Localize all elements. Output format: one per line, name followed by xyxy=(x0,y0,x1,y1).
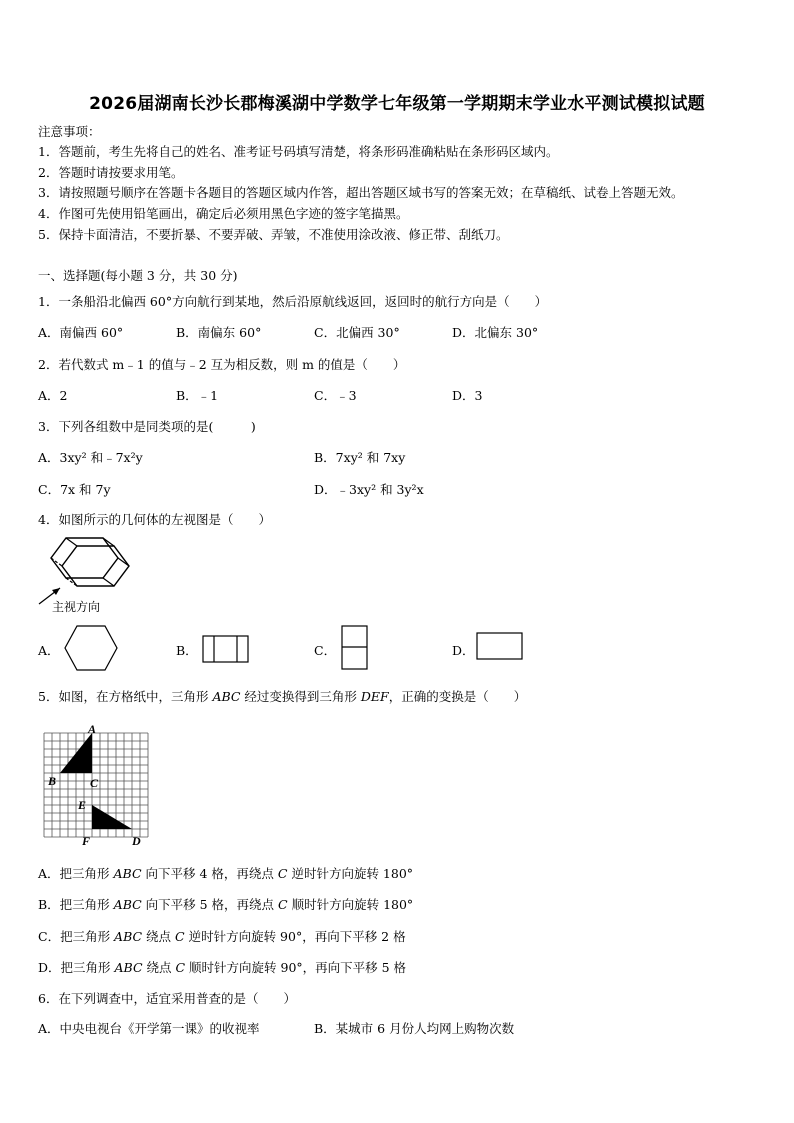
q3-option-a: A．3xy² 和﹣7x²y xyxy=(38,450,143,465)
q4-option-a-label: A． xyxy=(38,643,60,658)
label-d: D xyxy=(132,834,141,848)
q3-option-c: C．7x 和 7y xyxy=(38,482,111,497)
q1-option-d: D．北偏东 30° xyxy=(452,325,539,340)
q3-option-b: B．7xy² 和 7xy xyxy=(314,450,406,465)
notice-item: 2．答题时请按要求用笔。 xyxy=(38,165,184,180)
rectangle-view xyxy=(476,632,524,662)
label-a: A xyxy=(88,723,97,736)
question-2-stem: 2．若代数式 m﹣1 的值与﹣2 互为相反数，则 m 的值是（ ） xyxy=(38,357,406,372)
three-rectangle-view xyxy=(202,635,250,665)
q1-option-c: C．北偏西 30° xyxy=(314,325,400,340)
q4-option-b-label: B． xyxy=(176,643,198,658)
notice-item: 1．答题前，考生先将自己的姓名、准考证号码填写清楚，将条形码准确粘贴在条形码区域内。 xyxy=(38,144,559,159)
label-b: B xyxy=(48,774,57,788)
notice-item: 4．作图可先使用铅笔画出，确定后必须用黑色字迹的签字笔描黑。 xyxy=(38,206,409,221)
q5-option-d: D．把三角形 ABC 绕点 C 顺时针方向旋转 90°，再向下平移 5 格 xyxy=(38,960,407,975)
view-direction-caption: 主视方向 xyxy=(52,600,101,614)
notice-heading: 注意事项： xyxy=(38,124,101,139)
question-3-stem: 3．下列各组数中是同类项的是( ) xyxy=(38,419,256,434)
notice-item: 3．请按照题号顺序在答题卡各题目的答题区域内作答，超出答题区域书写的答案无效；在草稿纸、试卷上答题无效。 xyxy=(38,185,684,200)
q1-option-a: A．南偏西 60° xyxy=(38,325,124,340)
question-6-stem: 6．在下列调查中，适宜采用普查的是（ ） xyxy=(38,991,296,1006)
question-1-stem: 1．一条船沿北偏西 60°方向航行到某地，然后沿原航线返回，返回时的航行方向是（ ） xyxy=(38,294,548,309)
q4-option-d-label: D． xyxy=(452,643,475,658)
q6-option-b: B．某城市 6 月份人均网上购物次数 xyxy=(314,1021,515,1036)
q2-option-a: A．2 xyxy=(38,388,68,403)
label-e: E xyxy=(78,798,87,812)
q3-option-d: D．﹣3xy² 和 3y²x xyxy=(314,482,424,497)
question-5-stem: 5．如图，在方格纸中，三角形 ABC 经过变换得到三角形 DEF，正确的变换是（ ） xyxy=(38,689,527,704)
q6-option-a: A．中央电视台《开学第一课》的收视率 xyxy=(38,1021,260,1036)
hexagon-view xyxy=(63,624,119,672)
question-4-stem: 4．如图所示的几何体的左视图是（ ） xyxy=(38,512,271,527)
notice-item: 5．保持卡面清洁，不要折暴、不要弄破、弄皱，不准使用涂改液、修正带、刮纸刀。 xyxy=(38,227,509,242)
section-heading: 一、选择题(每小题 3 分，共 30 分) xyxy=(38,268,238,283)
q5-option-a: A．把三角形 ABC 向下平移 4 格，再绕点 C 逆时针方向旋转 180° xyxy=(38,866,414,881)
q2-option-d: D．3 xyxy=(452,388,483,403)
q4-option-c-label: C． xyxy=(314,643,337,658)
label-c: C xyxy=(90,776,99,790)
q5-option-c: C．把三角形 ABC 绕点 C 逆时针方向旋转 90°，再向下平移 2 格 xyxy=(38,929,406,944)
q1-option-b: B．南偏东 60° xyxy=(176,325,262,340)
q5-option-b: B．把三角形 ABC 向下平移 5 格，再绕点 C 顺时针方向旋转 180° xyxy=(38,897,414,912)
page-title: 2026届湖南长沙长郡梅溪湖中学数学七年级第一学期期末学业水平测试模拟试题 xyxy=(89,94,705,114)
label-f: F xyxy=(82,834,91,848)
q2-option-b: B．﹣1 xyxy=(176,388,219,403)
grid-figure xyxy=(40,723,152,849)
q2-option-c: C．﹣3 xyxy=(314,388,357,403)
stacked-rectangle-view xyxy=(341,625,369,671)
